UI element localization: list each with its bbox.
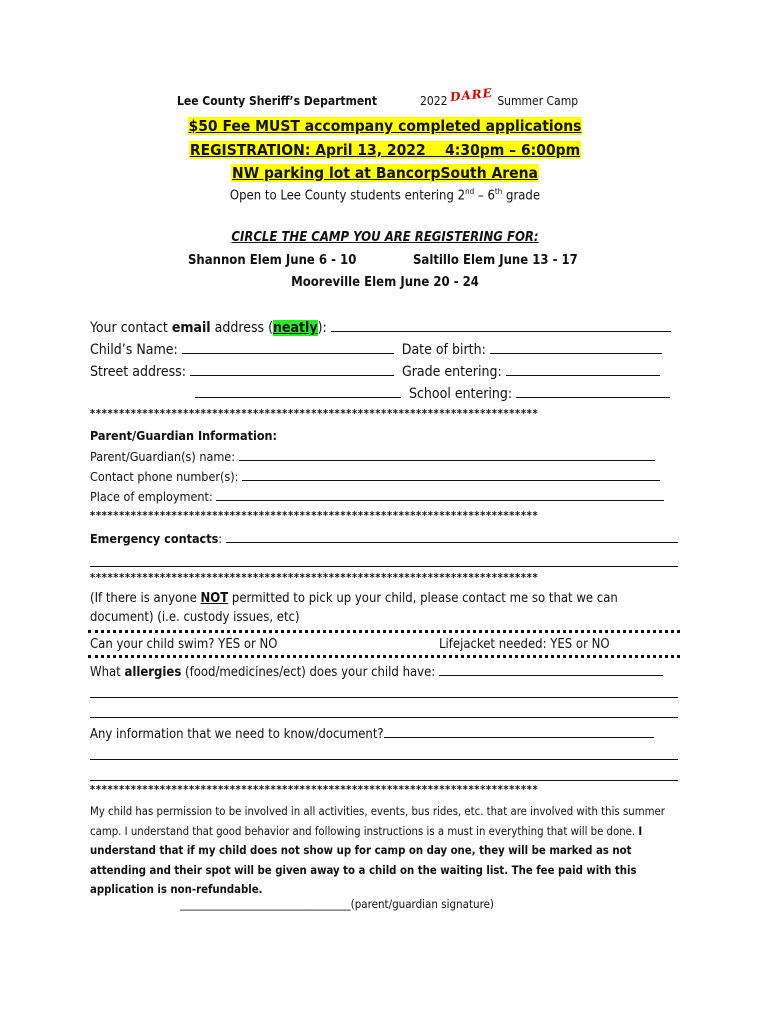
child-name-row: Child’s Name: Date of birth: — [90, 340, 662, 358]
separator: ***************************************************************************** — [90, 509, 539, 522]
camp-option-mooreville[interactable]: Mooreville Elem June 20 - 24 — [291, 275, 479, 290]
swim-question[interactable]: Can your child swim? YES or NO — [90, 637, 278, 652]
registration-date: REGISTRATION: April 13, 2022 4:30pm – 6:00pm — [189, 141, 581, 159]
pickup-note-line2: document) (i.e. custody issues, etc) — [90, 610, 300, 625]
separator: ***************************************************************************** — [90, 783, 539, 796]
department-name: Lee County Sheriff’s Department — [177, 94, 378, 108]
school-field[interactable] — [516, 384, 670, 398]
allergies-field-line3[interactable] — [90, 717, 678, 718]
email-field[interactable] — [331, 318, 671, 332]
camp-selection-heading: CIRCLE THE CAMP YOU ARE REGISTERING FOR: — [231, 230, 539, 245]
info-field-line3[interactable] — [90, 780, 678, 781]
allergies-row: What allergies (food/medicines/ect) does your child have: — [90, 662, 663, 680]
camp-year: 2022 — [420, 94, 448, 108]
employment-row: Place of employment: — [90, 488, 664, 504]
eligibility-note: Open to Lee County students entering 2nd – 6th grade — [229, 187, 541, 204]
street-field[interactable] — [190, 362, 394, 376]
permission-statement: My child has permission to be involved in all activities, events, bus rides, etc. that are involved with this summer camp. I understand that good behavior and following instructions is a must in everything that will be done. I understand that if my child does not show up for camp on day one, they will be marked as not attending and their spot will be given away to a child on the waiting list. The fee paid with this application is non-refundable. — [90, 805, 665, 897]
dotted-divider — [88, 630, 680, 633]
emergency-row: Emergency contacts: — [90, 530, 678, 546]
parent-name-row: Parent/Guardian(s) name: — [90, 448, 655, 464]
emergency-field[interactable] — [226, 530, 678, 543]
camp-title — [420, 85, 579, 108]
parent-phone-field[interactable] — [242, 468, 660, 481]
street-field-line2[interactable] — [195, 384, 401, 398]
registration-location: NW parking lot at BancorpSouth Arena — [232, 164, 538, 182]
parent-name-field[interactable] — [239, 448, 655, 461]
pickup-note: (If there is anyone NOT permitted to pick up your child, please contact me so that we can — [90, 591, 618, 606]
dotted-divider — [88, 655, 680, 658]
camp-name: Summer Camp — [497, 94, 579, 108]
separator: ***************************************************************************** — [90, 407, 539, 420]
school-row: School entering: — [90, 384, 670, 402]
child-name-field[interactable] — [182, 340, 394, 354]
info-row: Any information that we need to know/document? — [90, 724, 654, 742]
parent-phone-row: Contact phone number(s): — [90, 468, 660, 484]
emergency-field-line2[interactable] — [90, 566, 678, 567]
allergies-field-line2[interactable] — [90, 697, 678, 698]
camp-option-saltillo[interactable]: Saltillo Elem June 13 - 17 — [413, 253, 578, 268]
employment-field[interactable] — [216, 488, 664, 501]
camp-option-shannon[interactable]: Shannon Elem June 6 - 10 — [188, 253, 357, 268]
street-row: Street address: Grade entering: — [90, 362, 660, 380]
info-field-line2[interactable] — [90, 759, 678, 760]
grade-field[interactable] — [506, 362, 660, 376]
email-row: Your contact email address (neatly): — [90, 318, 671, 336]
lifejacket-question[interactable]: Lifejacket needed: YES or NO — [439, 637, 610, 652]
dare-logo: DARE — [449, 85, 494, 105]
allergies-field[interactable] — [439, 662, 663, 676]
separator: ***************************************************************************** — [90, 571, 539, 584]
dob-field[interactable] — [490, 340, 662, 354]
fee-notice: $50 Fee MUST accompany completed applications — [188, 117, 582, 135]
parent-heading: Parent/Guardian Information: — [90, 428, 278, 443]
info-field[interactable] — [384, 724, 654, 738]
signature-line[interactable]: _________________________________(parent/guardian signature) — [180, 897, 494, 911]
